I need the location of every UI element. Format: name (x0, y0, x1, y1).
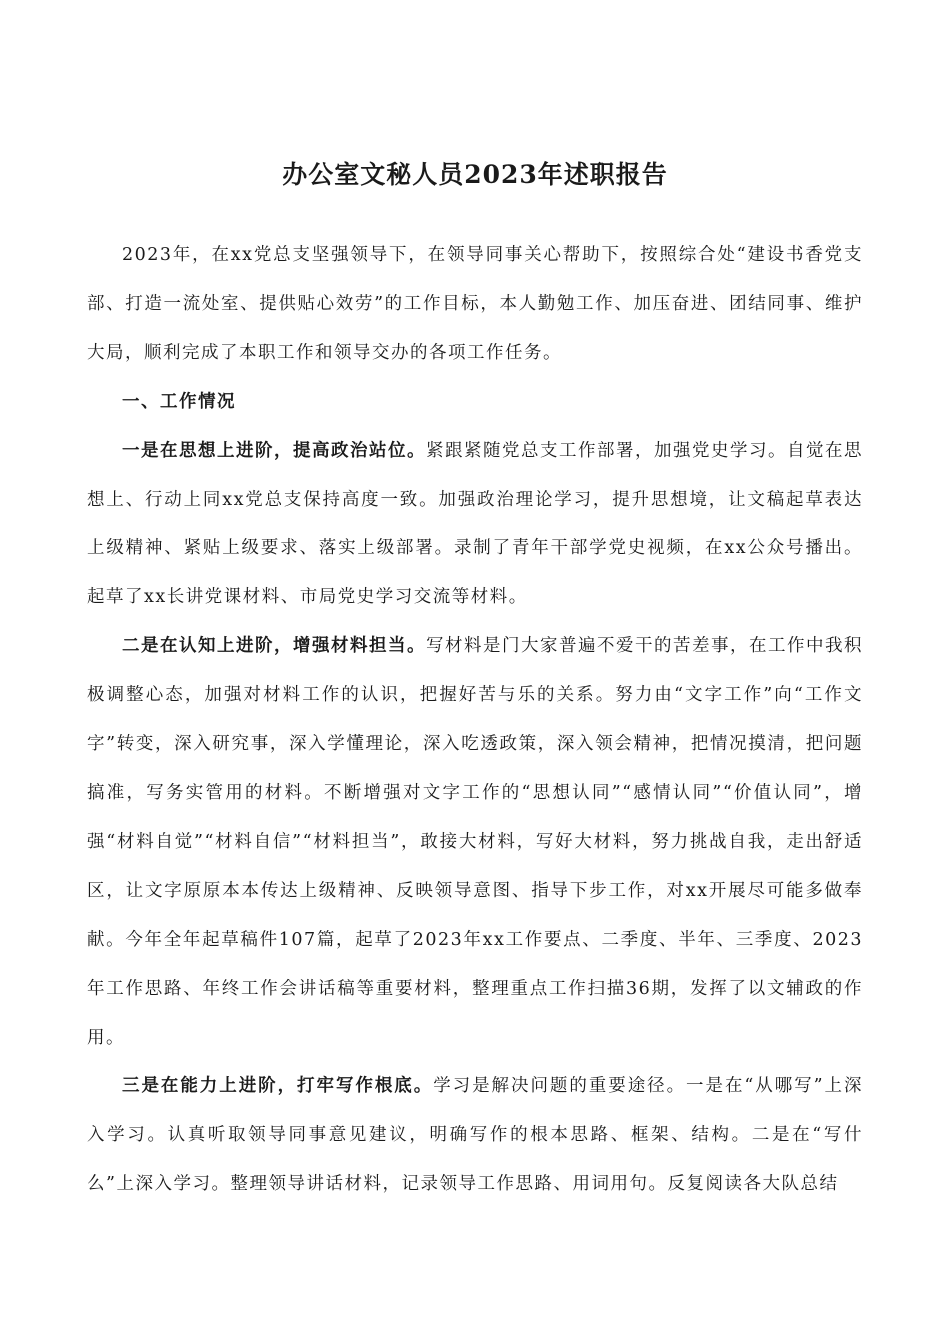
work-item-paragraph (87, 1062, 863, 1209)
document-body (87, 231, 863, 1209)
work-item-paragraph (87, 622, 863, 1062)
work-item-lead: 二是在认知上进阶，增强材料担当。 (122, 636, 426, 657)
work-item-lead: 三是在能力上进阶，打牢写作根底。 (122, 1076, 434, 1097)
work-item-lead: 一是在思想上进阶，提高政治站位。 (122, 440, 426, 461)
intro-paragraph: 2023年，在xx党总支坚强领导下，在领导同事关心帮助下，按照综合处“建设书香党支部、打造一流处室、提供贴心效劳”的工作目标，本人勤勉工作、加压奋进、团结同事、维护大局，顺利完成了本职工作和领导交办的各项工作任务。 (87, 245, 863, 363)
document-title: 办公室文秘人员2023年述职报告 (282, 160, 668, 189)
work-item-text: 紧跟紧随党总支工作部署，加强党史学习。自觉在思想上、行动上同xx党总支保持高度一致。加强政治理论学习，提升思想境，让文稿起草表达上级精神、紧贴上级要求、落实上级部署。录制了青年干部学党史视频，在xx公众号播出。起草了xx长讲党课材料、市局党史学习交流等材料。 (87, 440, 863, 608)
work-item-paragraph (87, 427, 863, 623)
work-item-text: 写材料是门大家普遍不爱干的苦差事，在工作中我积极调整心态，加强对材料工作的认识，把握好苦与乐的关系。努力由“文字工作”向“工作文字”转变，深入研究事，深入学懂理论，深入吃透政策，深入领会精神，把情况摸清，把问题搞准，写务实管用的材料。不断增强对文字工作的“思想认同”“感情认同”“价值认同”，增强“材料自觉”“材料自信”“材料担当”，敢接大材料，写好大材料，努力挑战自我，走出舒适区，让文字原原本本传达上级精神、反映领导意图、指导下步工作，对xx开展尽可能多做奉献。今年全年起草稿件107篇，起草了2023年xx工作要点、二季度、半年、三季度、2023年工作思路、年终工作会讲话稿等重要材料，整理重点工作扫描36期，发挥了以文辅政的作用。 (87, 636, 863, 1048)
work-item-text: 学习是解决问题的重要途径。一是在“从哪写”上深入学习。认真听取领导同事意见建议，明确写作的根本思路、框架、结构。二是在“写什么”上深入学习。整理领导讲话材料，记录领导工作思路、用词用句。反复阅读各大队总结 (87, 1076, 863, 1195)
section-heading: 一、工作情况 (122, 391, 236, 412)
